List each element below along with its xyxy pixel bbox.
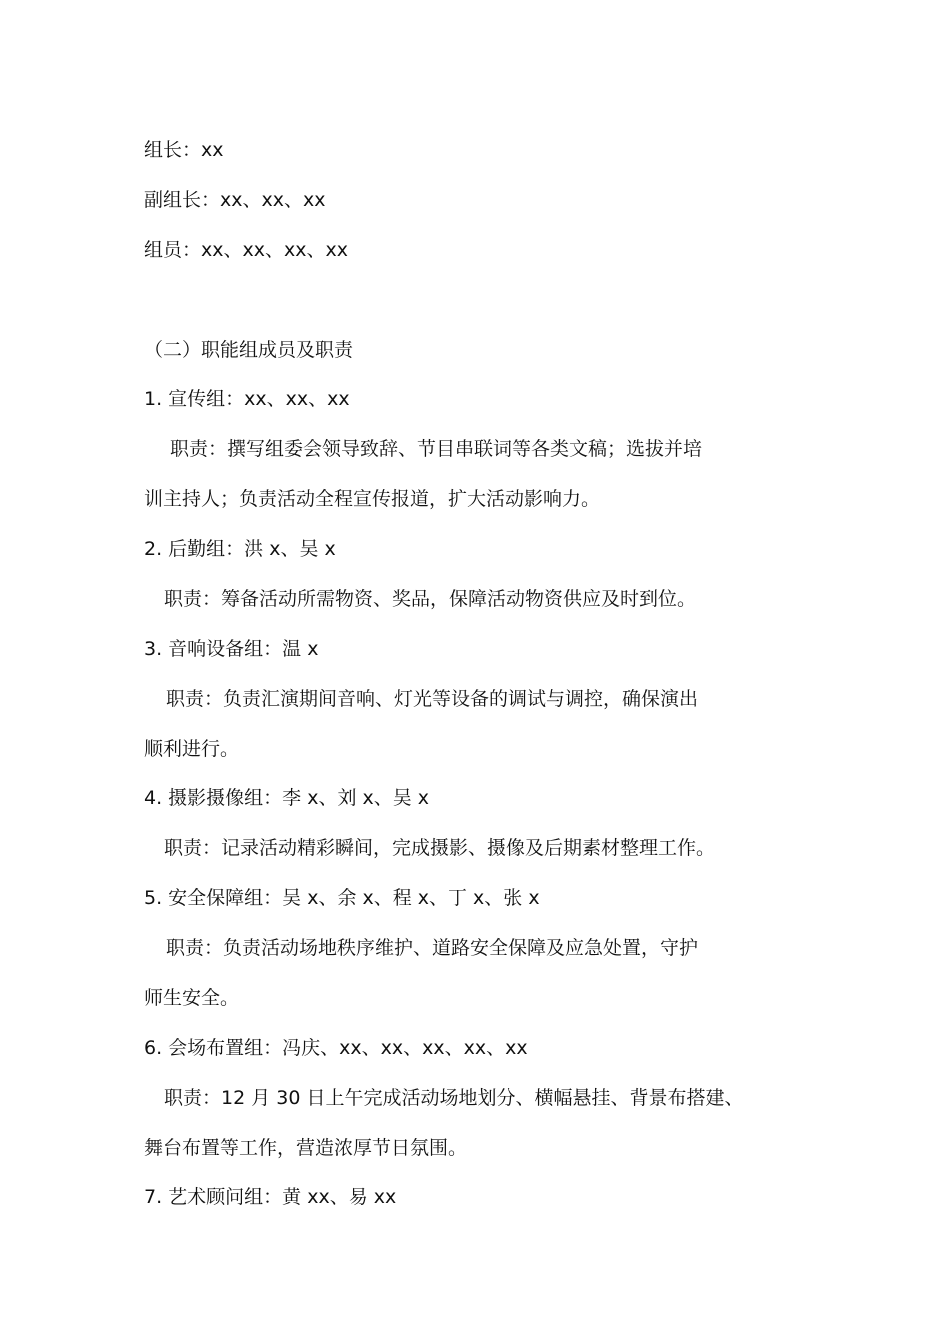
duty-line-publicity-2: 训主持人；负责活动全程宣传报道，扩大活动影响力。 (144, 488, 601, 510)
group-heading-venue: 6. 会场布置组：冯庆、xx、xx、xx、xx、xx (144, 1037, 528, 1059)
group-heading-logistics: 2. 后勤组：洪 x、吴 x (144, 538, 336, 560)
duty-line-venue-1: 职责：12 月 30 日上午完成活动场地划分、横幅悬挂、背景布搭建、 (164, 1087, 744, 1109)
duty-line-photography-1: 职责：记录活动精彩瞬间，完成摄影、摄像及后期素材整理工作。 (164, 837, 716, 859)
group-leader-line: 组长：xx (144, 139, 224, 161)
members-line: 组员：xx、xx、xx、xx (144, 239, 348, 261)
duty-line-security-1: 职责：负责活动场地秩序维护、道路安全保障及应急处置，守护 (166, 937, 699, 959)
duty-line-security-2: 师生安全。 (144, 987, 240, 1009)
group-heading-art-advisory: 7. 艺术顾问组：黄 xx、易 xx (144, 1186, 397, 1208)
group-heading-photography: 4. 摄影摄像组：李 x、刘 x、吴 x (144, 787, 430, 809)
deputy-leaders-line: 副组长：xx、xx、xx (144, 189, 326, 211)
duty-line-audio-1: 职责：负责汇演期间音响、灯光等设备的调试与调控，确保演出 (166, 688, 699, 710)
duty-line-venue-2: 舞台布置等工作，营造浓厚节日氛围。 (144, 1137, 468, 1159)
group-heading-security: 5. 安全保障组：吴 x、余 x、程 x、丁 x、张 x (144, 887, 540, 909)
duty-line-audio-2: 顺利进行。 (144, 738, 240, 760)
duty-line-logistics-1: 职责：筹备活动所需物资、奖品，保障活动物资供应及时到位。 (164, 588, 697, 610)
group-heading-publicity: 1. 宣传组：xx、xx、xx (144, 388, 350, 410)
group-heading-audio: 3. 音响设备组：温 x (144, 638, 319, 660)
section-title: （二）职能组成员及职责 (144, 339, 354, 361)
duty-line-publicity-1: 职责：撰写组委会领导致辞、节目串联词等各类文稿；选拔并培 (170, 438, 703, 460)
